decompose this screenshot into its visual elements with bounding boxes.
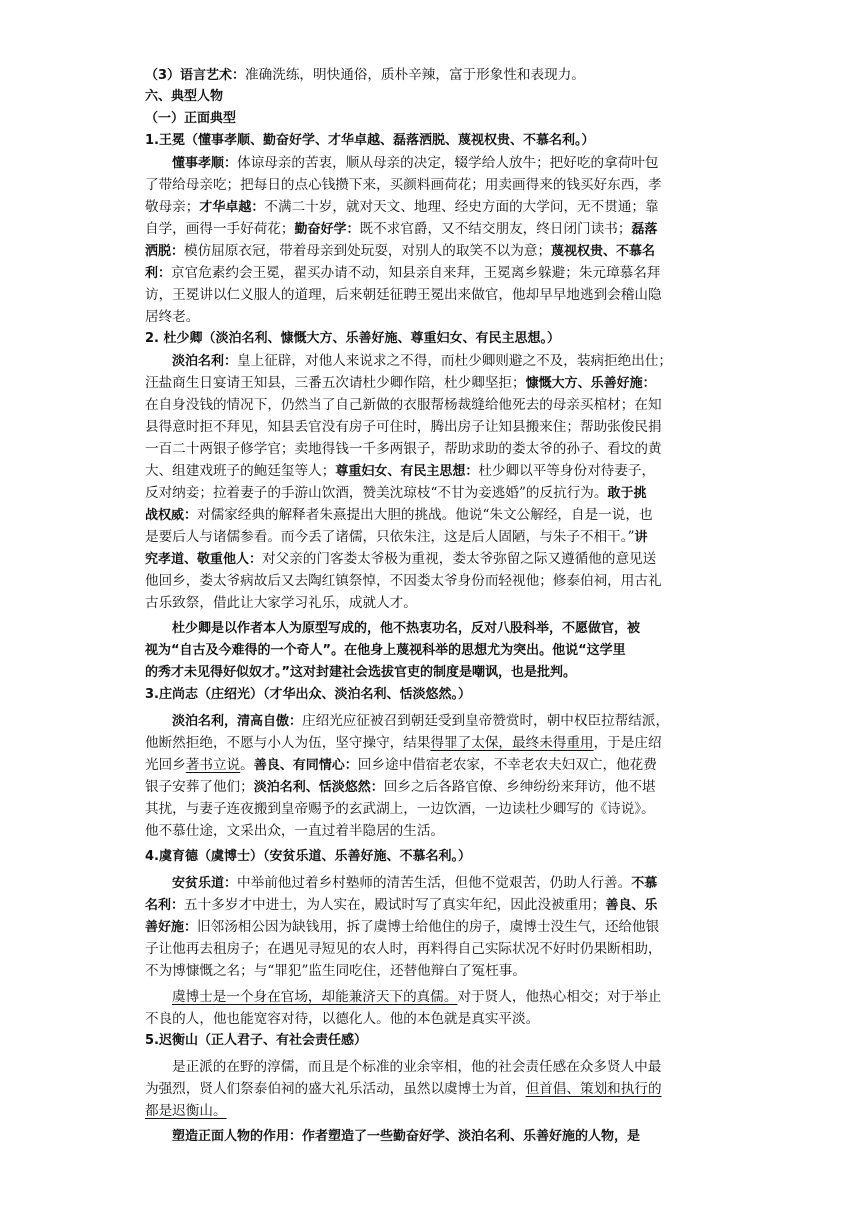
positive-types-heading: （一）正面典型 xyxy=(145,111,237,126)
du-shaoqing-title: 2. 杜少卿（淡泊名利、慷慨大方、乐善好施、尊重妇女、有民主思想。） xyxy=(145,331,561,346)
paragraph-line: 不为博慷慨之名；与“罪犯”监生同吃住，还替他辩白了冤枉事。 xyxy=(145,963,526,979)
paragraph-line: 在自身没钱的情况下，仍然当了自己新做的衣服帮杨裁缝给他死去的母亲买棺材；在知 xyxy=(145,397,662,413)
paragraph-line: 银子安葬了他们；淡泊名利、恬淡悠然：回乡之后各路官僚、乡绅纷纷来拜访，他不堪 xyxy=(145,779,656,795)
chi-hengshan-title: 5.迟衡山（正人君子、有社会责任感） xyxy=(145,1033,367,1048)
paragraph-line: 他回乡，娄太爷病故后又去陶红镇祭悼，不因娄太爷身份而轻视他；修泰伯祠，用古礼 xyxy=(145,573,662,589)
language-art-heading: （3）语言艺术： xyxy=(145,68,246,83)
paragraph-line: 究孝道、敬重他人：对父亲的门客娄太爷极为重视，娄太爷弥留之际又遵循他的意见送 xyxy=(145,551,657,567)
paragraph-line: 懂事孝顺：体谅母亲的苦衷，顺从母亲的决定，辍学给人放牛；把好吃的拿荷叶包 xyxy=(172,155,659,171)
paragraph-line: 战权威：对儒家经典的解释者朱熹提出大胆的挑战。他说“朱文公解经，自是一说，也 xyxy=(145,507,653,523)
paragraph-line: 洒脱：模仿屈原衣冠，带着母亲到处玩耍，对别人的取笑不以为意；蔑视权贵、不慕名 xyxy=(145,243,656,259)
summary-line: 杜少卿是以作者本人为原型写成的，他不热衷功名，反对八股科举，不愿做官，被 xyxy=(172,621,641,636)
summary-line: 视为“自古及今难得的一个奇人”。在他身上蔑视科举的思想尤为突出。他说“这学里 xyxy=(145,643,626,658)
paragraph-line: 他不慕仕途，文采出众，一直过着半隐居的生活。 xyxy=(145,823,445,839)
language-art-line: （3）语言艺术：准确洗练，明快通俗，质朴辛辣，富于形象性和表现力。 xyxy=(145,67,585,83)
wang-mian-title: 1.王冕（懂事孝顺、勤奋好学、才华卓越、磊落洒脱、蔑视权贵、不慕名利。） xyxy=(145,133,595,148)
paragraph-line: 他断然拒绝，不愿与小人为伍，坚守操守，结果得罪了太保，最终未得重用，于是庄绍 xyxy=(145,735,662,751)
summary-line: 的秀才未见得好似奴才。”这对封建社会选拔官吏的制度是嘲讽，也是批判。 xyxy=(145,665,577,680)
paragraph-line: 自学，画得一手好荷花；勤奋好学：既不求官爵，又不结交朋友，终日闭门读书；磊落 xyxy=(145,221,658,237)
paragraph-line: 古乐致祭，借此让大家学习礼乐，成就人才。 xyxy=(145,595,417,611)
paragraph-line: 子让他再去租房子；在遇见寻短见的农人时，再料得自己实际状况不好时仍果断相助， xyxy=(145,941,662,957)
paragraph-line: 安贫乐道：中举前他过着乡村塾师的清苦生活，但他不觉艰苦，仍助人行善。不慕 xyxy=(172,875,658,891)
paragraph-line: 汪盐商生日宴请王知县，三番五次请杜少卿作陪，杜少卿坚拒；慷慨大方、乐善好施： xyxy=(145,375,656,391)
paragraph-line: 善好施：旧邻汤相公因为缺钱用，拆了虞博士给他住的房子，虞博士没生气，还给他银 xyxy=(145,919,660,935)
paragraph-line: 县得意时拒不拜见，知县丢官没有房子可住时，腾出房子让知县搬来住；帮助张俊民捐 xyxy=(145,419,662,435)
paragraph-line: 淡泊名利，清高自傲：庄绍光应征被召到朝廷受到皇帝赞赏时，朝中权臣拉帮结派， xyxy=(172,713,670,729)
closing-summary-line: 塑造正面人物的作用：作者塑造了一些勤奋好学、淡泊名利、乐善好施的人物，是 xyxy=(172,1129,641,1144)
paragraph-line: 了带给母亲吃；把每日的点心钱攒下来，买颜料画荷花；用卖画得来的钱买好东西，孝 xyxy=(145,177,662,193)
paragraph-line: 为强烈，贤人们祭泰伯祠的盛大礼乐活动，虽然以虞博士为首，但首倡、策划和执行的 xyxy=(145,1081,662,1097)
paragraph-line: 名利：五十多岁才中进士，为人实在，殿试时写了真实年纪，因此没被重用；善良、乐 xyxy=(145,897,658,913)
section-six-heading: 六、典型人物 xyxy=(145,89,224,104)
paragraph-line: 光回乡著书立说。善良、有同情心：回乡途中借宿老农家，不幸老农夫妇双亡，他花费 xyxy=(145,757,657,773)
paragraph-line: 是正派的在野的淳儒，而且是个标准的业余宰相，他的社会责任感在众多贤人中最 xyxy=(172,1059,662,1075)
paragraph-line: 其扰，与妻子连夜搬到皇帝赐予的玄武湖上，一边饮酒，一边读杜少卿写的《诗说》。 xyxy=(145,801,655,817)
paragraph-line: 不良的人，他也能宽容对待，以德化人。他的本色就是真实平淡。 xyxy=(145,1011,540,1027)
paragraph-line: 都是迟衡山。 xyxy=(145,1103,227,1119)
paragraph-line: 虞博士是一个身在官场，却能兼济天下的真儒。对于贤人，他热心相交；对于举止 xyxy=(172,989,662,1005)
zhuang-shangzhi-title: 3.庄尚志（庄绍光）（才华出众、淡泊名利、恬淡悠然。） xyxy=(145,687,471,702)
paragraph-line: 大、组建戏班子的鲍廷玺等人；尊重妇女、有民主思想：杜少卿以平等身份对待妻子， xyxy=(145,463,656,479)
paragraph-line: 是要后人与诸儒参看。而今丢了诸儒，只依朱注，这是后人固陋，与朱子不相干。”讲 xyxy=(145,529,648,545)
paragraph-line: 敬母亲；才华卓越：不满二十岁，就对天文、地理、经史方面的大学问，无不贯通；靠 xyxy=(145,199,659,215)
paragraph-line: 反对纳妾；拉着妻子的手游山饮酒，赞美沈琼枝“不甘为妾逃婚”的反抗行为。敢于挑 xyxy=(145,485,647,501)
paragraph-line: 淡泊名利：皇上征辟，对他人来说求之不得，而杜少卿则避之不及，装病拒绝出仕； xyxy=(172,353,673,369)
yu-yude-title: 4.虞育德（虞博士）（安贫乐道、乐善好施、不慕名利。） xyxy=(145,849,471,864)
paragraph-line: 居终老。 xyxy=(145,309,200,325)
paragraph-line: 一百二十两银子修学官；卖地得钱一千多两银子，帮助求助的娄太爷的孙子、看坟的黄 xyxy=(145,441,662,457)
paragraph-line: 利：京官危素约会王冕，翟买办请不动，知县亲自来拜，王冕离乡躲避；朱元璋慕名拜 xyxy=(145,265,661,281)
paragraph-line: 访，王冕讲以仁义服人的道理，后来朝廷征聘王冕出来做官，他却早早地逃到会稽山隐 xyxy=(145,287,662,303)
